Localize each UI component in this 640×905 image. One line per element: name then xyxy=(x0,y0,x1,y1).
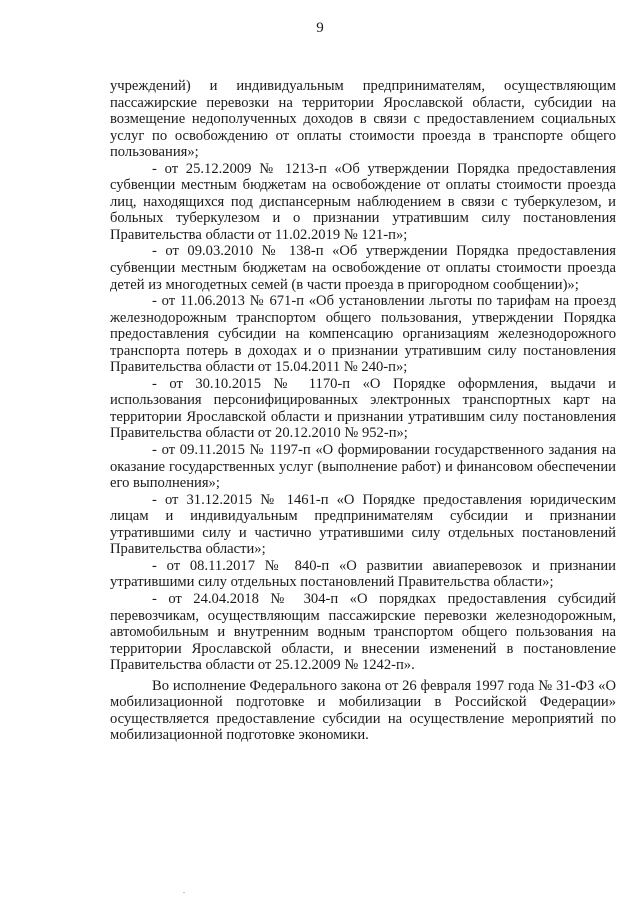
document-body xyxy=(110,78,616,744)
list-item-671: - от 11.06.2013 № 671-п «Об установлении льготы по тарифам на проезд железнодорожным транспортом общего пользования, утверждении Порядка предоставления субсидии на компенсацию организациям железнодорожного транспорта потерь в доходах и о признании утратившим силу постановления Правительства области от 15.04.2011 № 240-п»; xyxy=(110,293,616,376)
page-number: 9 xyxy=(316,20,324,36)
list-item-1213: - от 25.12.2009 № 1213-п «Об утверждении Порядка предоставления субвенции местным бюджетам на освобождение от оплаты стоимости проезда лиц, находящихся под диспансерным наблюдением в связи с туберкулезом, и больных туберкулезом и о признании утратившим силу постановления Правительства области от 11.02.2019 № 121-п»; xyxy=(110,160,616,243)
list-item-1170: - от 30.10.2015 № 1170-п «О Порядке оформления, выдачи и использования персонифицированных электронных транспортных карт на территории Ярославской области и признании утратившим силу постановления Правительства области от 20.12.2010 № 952-п»; xyxy=(110,375,616,442)
list-item-1197: - от 09.11.2015 № 1197-п «О формировании государственного задания на оказание государственных услуг (выполнение работ) и финансовом обеспечении его выполнения»; xyxy=(110,442,616,492)
paragraph-continuation: учреждений) и индивидуальным предпринимателям, осуществляющим пассажирские перевозки на территории Ярославской области, субсидии на возмещение недополученных доходов в связи с предоставлением социальных услуг по освобождению от оплаты стоимости проезда в транспорте общего пользования»; xyxy=(110,78,616,161)
list-item-840: - от 08.11.2017 № 840-п «О развитии авиаперевозок и признании утратившими силу отдельных постановлений Правительства области»; xyxy=(110,557,616,591)
list-item-1461: - от 31.12.2015 № 1461-п «О Порядке предоставления юридическим лицам и индивидуальным предпринимателям субсидии и признании утратившими силу и частично утратившими силу отдельных постановлений Правительства области»; xyxy=(110,491,616,558)
list-item-304: - от 24.04.2018 № 304-п «О порядках предоставления субсидий перевозчикам, осуществляющим пассажирские перевозки железнодорожным, автомобильным и внутренним водным транспортом общего пользования на территории Ярославской области, и внесении изменений в постановление Правительства области от 25.12.2009 № 1242-п». xyxy=(110,590,616,674)
footer-mark: . xyxy=(183,886,185,895)
paragraph-mobilization: Во исполнение Федерального закона от 26 февраля 1997 года № 31-ФЗ «О мобилизационной подготовке и мобилизации в Российской Федерации» осуществляется предоставление субсидии на осуществление мероприятий по мобилизационной подготовке экономики. xyxy=(110,677,616,744)
list-item-138: - от 09.03.2010 № 138-п «Об утверждении Порядка предоставления субвенции местным бюджетам на освобождение от оплаты стоимости проезда детей из многодетных семей (в части проезда в пригородном сообщении)»; xyxy=(110,243,616,293)
